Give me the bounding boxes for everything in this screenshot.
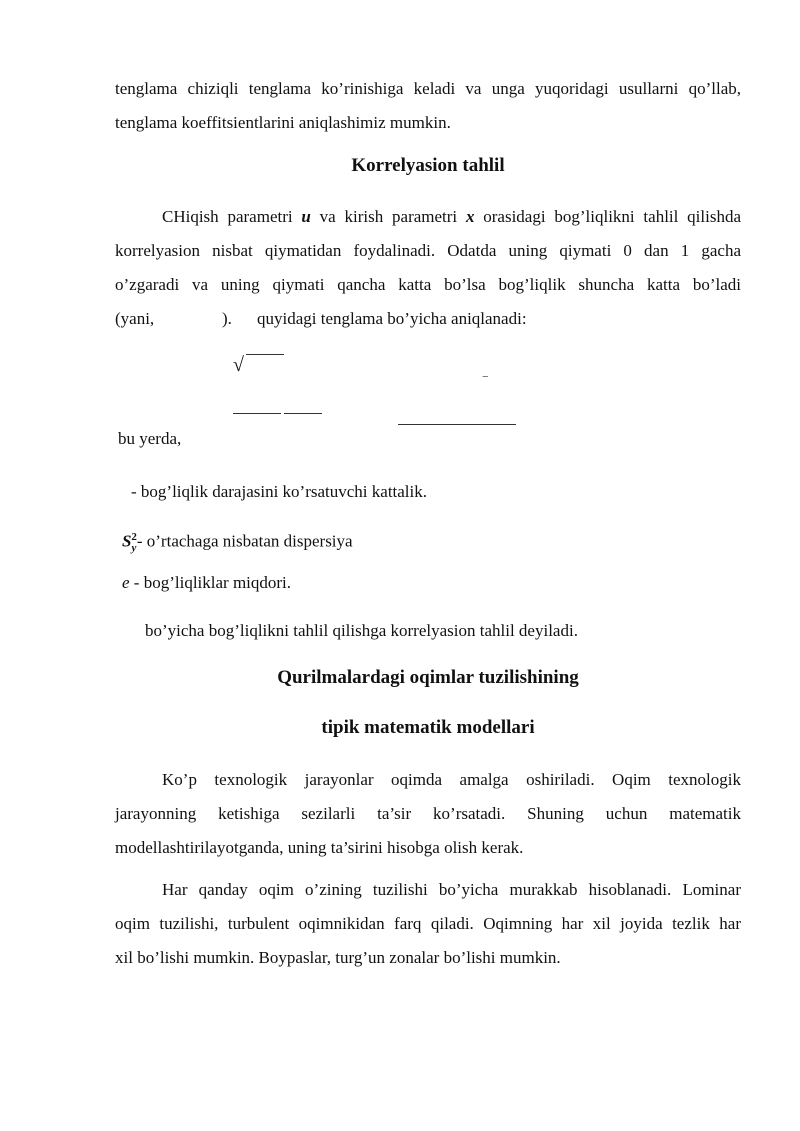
var-x: x — [465, 207, 475, 226]
section-heading-correlation: Korrelyasion tahlil — [351, 155, 505, 176]
para2-line3: o’zgaradi va uning qiymati qancha katta bo’lsa bog’liqlik shuncha katta bo’ladi — [115, 275, 741, 294]
para1-line2: tenglama koeffitsientlarini aniqlashimiz mumkin. — [115, 113, 451, 132]
section-heading-flows-line2: tipik matematik modellari — [321, 717, 535, 738]
definition-2 — [122, 520, 353, 565]
para4-line1: Ko’p texnologik jarayonlar oqimda amalga oshiriladi. Oqim texnologik — [162, 770, 741, 789]
para4-line3: modellashtirilayotganda, uning ta’sirini hisobga olish kerak. — [115, 838, 524, 857]
para5-line1: Har qanday oqim o’zining tuzilishi bo’yicha murakkab hisoblanadi. Lominar — [162, 880, 741, 899]
para5-line2: oqim tuzilishi, turbulent oqimnikidan farq qiladi. Oqimning har xil joyida tezlik har — [115, 914, 741, 933]
para2-line4-c: quyidagi tenglama bo’yicha aniqlanadi: — [257, 309, 527, 328]
para2-line4-a: (yani, — [115, 309, 155, 328]
symbol-s-subscript: y — [131, 542, 137, 555]
para2-line1 — [115, 200, 741, 234]
symbol-e: e — [122, 573, 130, 592]
symbol-s: S — [122, 531, 132, 551]
para2-line2: korrelyasion nisbat qiymatidan foydalinadi. Odatda uning qiymati 0 dan 1 gacha — [115, 241, 741, 260]
var-u: u — [301, 207, 311, 226]
fraction-line-1 — [233, 413, 281, 414]
para2-text-a: CHiqish parametri — [162, 207, 302, 226]
definition-3 — [122, 566, 291, 600]
definition-2-text: - o’rtachaga nisbatan dispersiya — [136, 531, 353, 551]
where-label: bu yerda, — [118, 429, 182, 448]
para1-line1: tenglama chiziqli tenglama ko’rinishiga keladi va unga yuqoridagi usullarni qo’llab, — [115, 79, 741, 98]
sqrt-overline — [246, 354, 284, 355]
symbol-s-superscript: 2 — [131, 531, 137, 543]
definition-1: - bog’liqlik darajasini ko’rsatuvchi kattalik. — [131, 482, 428, 501]
fraction-line-2 — [284, 413, 322, 414]
fraction-line-3 — [398, 424, 516, 425]
para4-line2: jarayonning ketishiga sezilarli ta’sir ko’rsatadi. Shuning uchun matematik — [115, 804, 741, 823]
para2-text-b: va kirish parametri — [310, 207, 466, 226]
para2-text-c: orasidagi bog’liqlikni tahlil qilishda — [474, 207, 741, 226]
mean-bar-icon: ‾ — [483, 376, 488, 391]
sqrt-icon: √ — [233, 354, 244, 376]
para3: bo’yicha bog’liqlikni tahlil qilishga korrelyasion tahlil deyiladi. — [145, 621, 578, 640]
para2-line4-b: ). — [222, 309, 232, 328]
para5-line3: xil bo’lishi mumkin. Boypaslar, turg’un zonalar bo’lishi mumkin. — [115, 948, 561, 967]
definition-3-text: - bog’liqliklar miqdori. — [129, 573, 292, 592]
section-heading-flows-line1: Qurilmalardagi oqimlar tuzilishining — [277, 667, 579, 688]
